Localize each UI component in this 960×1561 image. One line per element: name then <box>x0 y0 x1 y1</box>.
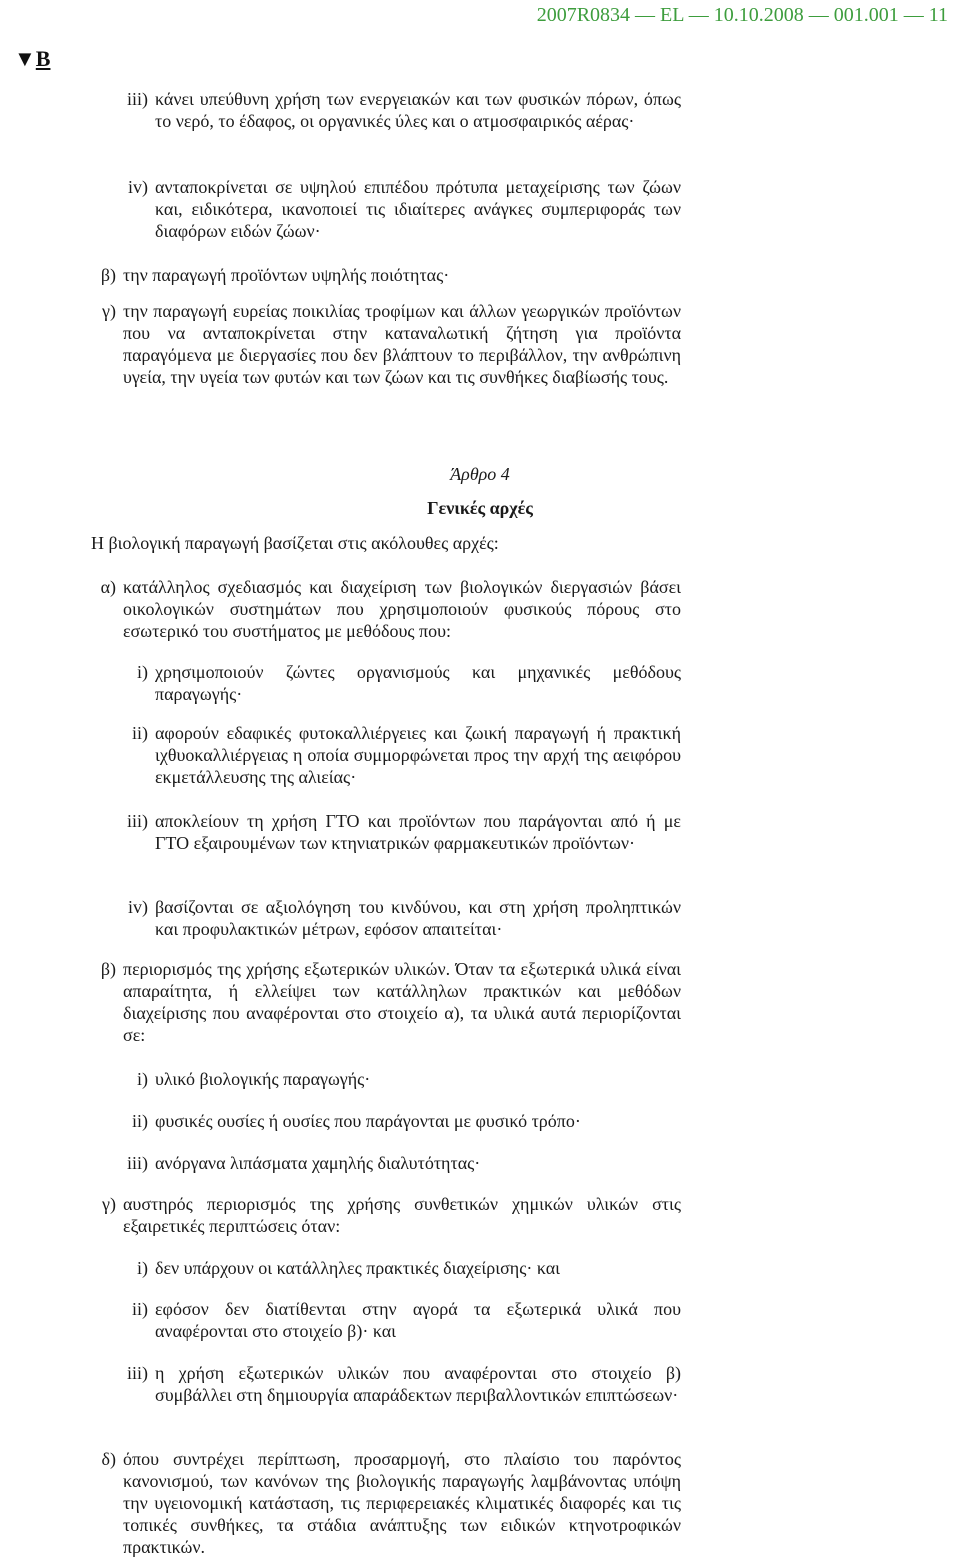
list-item <box>0 264 960 288</box>
document-reference-header: 2007R0834 — EL — 10.10.2008 — 001.001 — 11 <box>536 4 948 26</box>
list-item <box>0 810 960 880</box>
article-intro: Η βιολογική παραγωγή βασίζεται στις ακόλουθες αρχές: <box>91 533 499 553</box>
item-text: ανόργανα λιπάσματα χαμηλής διαλυτότητας· <box>155 1153 481 1173</box>
item-text: εφόσον δεν διατίθενται στην αγορά τα εξωτερικά υλικά που αναφέρονται στο στοιχείο β)· και <box>155 1299 681 1341</box>
marker-letter: B <box>35 46 51 71</box>
item-text: φυσικές ουσίες ή ουσίες που παράγονται με φυσικό τρόπο· <box>155 1111 581 1131</box>
item-text: κάνει υπεύθυνη χρήση των ενεργειακών και των φυσικών πόρων, όπως το νερό, το έδαφος, οι οργανικές ύλες και ο ατμοσφαιρικός αέρας· <box>155 89 681 131</box>
item-number: iii) <box>127 1363 148 1383</box>
amendment-marker <box>14 46 50 72</box>
item-text: περιορισμός της χρήσης εξωτερικών υλικών. Όταν τα εξωτερικά υλικά είναι απαραίτητα, ή ελλείψει των κατάλληλων πρακτικών και μεθόδων διαχείρισης που αναφέρονται στο στοιχείο α), τα υλικά αυτά περιορίζονται σε: <box>123 959 681 1045</box>
list-item <box>0 576 960 646</box>
item-number: ii) <box>132 1111 148 1131</box>
list-item <box>0 958 960 1050</box>
item-text: αφορούν εδαφικές φυτοκαλλιέργειες και ζωική παραγωγή ή πρακτική ιχθυοκαλλιέργειας η οποία συμμορφώνεται προς την αρχή της αειφόρου εκμετάλλευσης της αλιείας· <box>155 723 681 787</box>
item-text: χρησιμοποιούν ζώντες οργανισμούς και μηχανικές μεθόδους παραγωγής· <box>155 662 681 704</box>
article-number: Άρθρο 4 <box>450 464 510 484</box>
item-number: i) <box>137 662 148 682</box>
item-text: η χρήση εξωτερικών υλικών που αναφέρονται στο στοιχείο β) συμβάλλει στη δημιουργία απαράδεκτων περιβαλλοντικών επιπτώσεων· <box>155 1363 681 1405</box>
item-number: γ) <box>102 1194 116 1214</box>
list-item <box>0 722 960 792</box>
item-number: β) <box>100 959 116 979</box>
article-title: Γενικές αρχές <box>427 498 533 518</box>
list-item <box>0 896 960 942</box>
item-text: βασίζονται σε αξιολόγηση του κινδύνου, και στη χρήση προληπτικών και προφυλακτικών μέτρων, εφόσον απαιτείται· <box>155 897 681 939</box>
list-item <box>0 1298 960 1344</box>
item-text: την παραγωγή ευρείας ποικιλίας τροφίμων και άλλων γεωργικών προϊόντων που να ανταποκρίνεται στην καταναλωτική ζήτηση για προϊόντα παραγόμενα με διεργασίες που δεν βλάπτουν το περιβάλλον, την ανθρώπινη υγεία, την υγεία των φυτών και των ζώων και τις συνθήκες διαβίωσής τους. <box>123 301 681 387</box>
item-number: β) <box>100 265 116 285</box>
list-item <box>0 300 960 412</box>
item-number: iv) <box>128 897 148 917</box>
item-number: ii) <box>132 1299 148 1319</box>
item-text: αυστηρός περιορισμός της χρήσης συνθετικών χημικών υλικών στις εξαιρετικές περιπτώσεις όταν: <box>123 1194 681 1236</box>
item-number: δ) <box>101 1449 116 1469</box>
list-item <box>0 1152 960 1176</box>
item-number: iii) <box>127 89 148 109</box>
item-number: i) <box>137 1069 148 1089</box>
item-number: γ) <box>102 301 116 321</box>
item-number: iii) <box>127 811 148 831</box>
list-item <box>0 1257 960 1281</box>
item-number: α) <box>100 577 116 597</box>
item-number: iv) <box>128 177 148 197</box>
list-item <box>0 1193 960 1239</box>
list-item <box>0 1068 960 1092</box>
item-number: iii) <box>127 1153 148 1173</box>
item-text: όπου συντρέχει περίπτωση, προσαρμογή, στο πλαίσιο του παρόντος κανονισμού, των κανόνων της βιολογικής παραγωγής λαμβάνοντας υπόψη την υγειονομική κατάσταση, τις περιφερειακές κλιματικές διαφορές και τις τοπικές συνθήκες, τα στάδια ανάπτυξης των ειδικών κτηνοτροφικών πρακτικών. <box>123 1449 681 1557</box>
item-text: αποκλείουν τη χρήση ΓΤΟ και προϊόντων που παράγονται από ή με ΓΤΟ εξαιρουμένων των κτηνιατρικών φαρμακευτικών προϊόντων· <box>155 811 681 853</box>
list-item <box>0 1362 960 1432</box>
list-item <box>0 1110 960 1134</box>
triangle-down-icon: ▼ <box>14 46 36 71</box>
item-number: ii) <box>132 723 148 743</box>
list-item <box>0 1448 960 1560</box>
item-text: υλικό βιολογικής παραγωγής· <box>155 1069 371 1089</box>
list-item <box>0 176 960 246</box>
item-text: ανταποκρίνεται σε υψηλού επιπέδου πρότυπα μεταχείρισης των ζώων και, ειδικότερα, ικανοποιεί τις ιδιαίτερες ανάγκες συμπεριφοράς των διαφόρων ειδών ζώων· <box>155 177 681 241</box>
list-item <box>0 661 960 707</box>
item-text: κατάλληλος σχεδιασμός και διαχείριση των βιολογικών διεργασιών βάσει οικολογικών συστημάτων που χρησιμοποιούν φυσικούς πόρους στο εσωτερικό του συστήματος με μεθόδους που: <box>123 577 681 641</box>
list-item <box>0 88 960 158</box>
item-text: την παραγωγή προϊόντων υψηλής ποιότητας· <box>123 265 450 285</box>
item-number: i) <box>137 1258 148 1278</box>
item-text: δεν υπάρχουν οι κατάλληλες πρακτικές διαχείρισης· και <box>155 1258 561 1278</box>
